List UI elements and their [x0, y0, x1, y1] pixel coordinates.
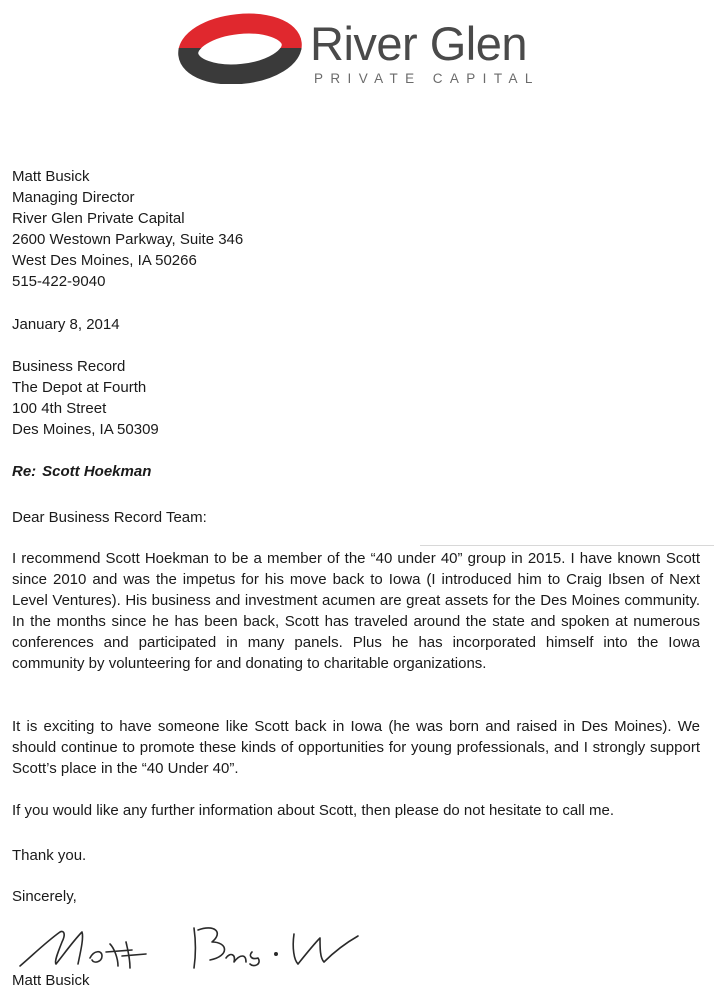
sender-line: 515-422-9040: [12, 273, 106, 290]
letterhead-logo: [174, 8, 554, 88]
recipient-line: Business Record: [12, 358, 126, 375]
closing-line: Sincerely,: [12, 888, 77, 905]
subject-line: [12, 461, 151, 482]
sender-line: River Glen Private Capital: [12, 210, 185, 227]
sender-line: Managing Director: [12, 189, 135, 206]
subject-text: Scott Hoekman: [42, 463, 152, 480]
body-paragraph-1: I recommend Scott Hoekman to be a member of the “40 under 40” group in 2015. I have known Scott since 2010 and was the impetus for his move back to Iowa (I introduced him to Craig Ibsen of Next Level Ventures). His business and investment acumen are great assets for the Des Moines community. In the months since he has been back, Scott has traveled around the state and spoken at numerous conferences and participated in many panels. Plus he has incorporated himself into the Iowa community by volunteering for and donating to charitable organizations.: [12, 550, 700, 672]
sender-address-block: [12, 166, 243, 292]
sender-line: 2600 Westown Parkway, Suite 346: [12, 231, 244, 248]
salutation: Dear Business Record Team:: [12, 509, 207, 526]
recipient-line: Des Moines, IA 50309: [12, 421, 159, 438]
handwritten-signature: [14, 914, 394, 976]
letter-date: January 8, 2014: [12, 316, 120, 333]
scan-divider-line: [420, 545, 714, 546]
recipient-line: 100 4th Street: [12, 400, 107, 417]
recipient-line: The Depot at Fourth: [12, 379, 147, 396]
body-paragraph-3: If you would like any further information about Scott, then please do not hesitate to call me.: [12, 802, 615, 819]
subject-prefix: Re:: [12, 463, 37, 480]
sender-line: West Des Moines, IA 50266: [12, 252, 197, 269]
thanks-line: Thank you.: [12, 847, 87, 864]
body-paragraph-2: It is exciting to have someone like Scott back in Iowa (he was born and raised in Des Moines). We should continue to promote these kinds of opportunities for young professionals, and I strongly support Scott’s place in the “40 Under 40”.: [12, 718, 700, 777]
signer-name: Matt Busick: [12, 972, 90, 989]
company-name: River Glen: [310, 17, 528, 70]
recipient-address-block: [12, 356, 159, 440]
company-tagline: PRIVATE CAPITAL: [314, 71, 540, 86]
river-glen-ring-icon: [174, 12, 306, 84]
sender-line: Matt Busick: [12, 168, 90, 185]
